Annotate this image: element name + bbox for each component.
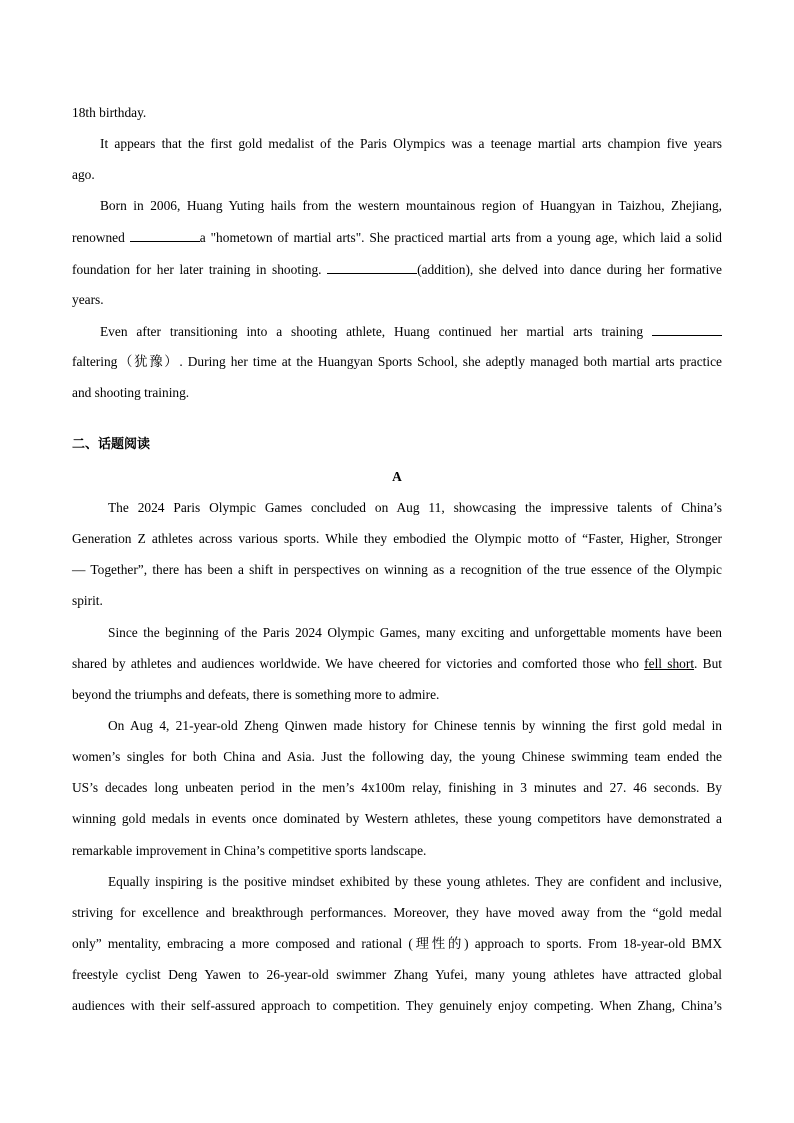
text-run: a "hometown of martial arts". She practiced martial arts from a young age, which laid a solid [199,230,722,245]
text-run: foundation for her later training in shooting. [72,262,322,277]
paragraph-line: spirit. [72,593,103,608]
answer-blank [327,260,417,274]
paragraph-line [72,260,722,278]
paragraph-line: freestyle cyclist Deng Yawen to 26-year-old swimmer Zhang Yufei, many young athletes have attracted global [72,967,722,982]
paragraph-line: beyond the triumphs and defeats, there is something more to admire. [72,687,440,702]
paragraph-line [72,655,722,673]
paragraph-line: only” mentality, embracing a more composed and rational (理性的) approach to sports. From 18-year-old BMX [72,936,722,951]
section-heading: 二、话题阅读 [72,437,151,452]
paragraph-line: Born in 2006, Huang Yuting hails from the western mountainous region of Huangyan in Taizhou, Zhejiang, [100,198,722,213]
paragraph-line: On Aug 4, 21-year-old Zheng Qinwen made history for Chinese tennis by winning the first gold medal in [108,718,722,733]
paragraph-line: ago. [72,167,95,182]
paragraph-line: — Together”, there has been a shift in perspectives on winning as a recognition of the true essence of the Olympic [72,562,722,577]
answer-blank [652,322,722,336]
paragraph-line: Since the beginning of the Paris 2024 Olympic Games, many exciting and unforgettable moments have been [108,625,722,640]
document-page [72,0,722,1123]
paragraph-line: audiences with their self-assured approach to competition. They genuinely enjoy competing. When Zhang, China’s [72,998,722,1013]
paragraph-line: winning gold medals in events once dominated by Western athletes, these young competitors have demonstrated a [72,811,722,826]
text-run: (addition), she delved into dance during her formative [417,262,722,277]
text-run: renowned [72,230,125,245]
paragraph-line [72,228,722,246]
paragraph-line: The 2024 Paris Olympic Games concluded on Aug 11, showcasing the impressive talents of China’s [108,500,722,515]
paragraph-line: Equally inspiring is the positive mindset exhibited by these young athletes. They are confident and inclusive, [108,874,722,889]
paragraph-line: and shooting training. [72,385,190,400]
underlined-phrase: fell short [644,656,695,671]
answer-blank [130,228,200,242]
paragraph-line: Generation Z athletes across various sports. While they embodied the Olympic motto of “Faster, Higher, Stronger [72,531,722,546]
paragraph-line [100,322,722,340]
text-run: shared by athletes and audiences worldwide. We have cheered for victories and comforted those who [72,656,639,671]
paragraph-line: women’s singles for both China and Asia. Just the following day, the young Chinese swimming team ended the [72,749,722,764]
paragraph-line: 18th birthday. [72,105,147,120]
text-run: Even after transitioning into a shooting athlete, Huang continued her martial arts training [100,324,644,339]
paragraph-line: striving for excellence and breakthrough performances. Moreover, they have moved away from the “gold medal [72,905,722,920]
passage-label: A [392,469,402,484]
paragraph-line: years. [72,292,104,307]
paragraph-line: US’s decades long unbeaten period in the men’s 4x100m relay, finishing in 3 minutes and 27. 46 seconds. By [72,780,722,795]
text-run: . But [694,656,722,671]
paragraph-line: It appears that the first gold medalist of the Paris Olympics was a teenage martial arts champion five years [100,136,722,151]
paragraph-line: remarkable improvement in China’s competitive sports landscape. [72,843,427,858]
paragraph-line: faltering（犹豫）. During her time at the Huangyan Sports School, she adeptly managed both martial arts practice [72,354,722,369]
